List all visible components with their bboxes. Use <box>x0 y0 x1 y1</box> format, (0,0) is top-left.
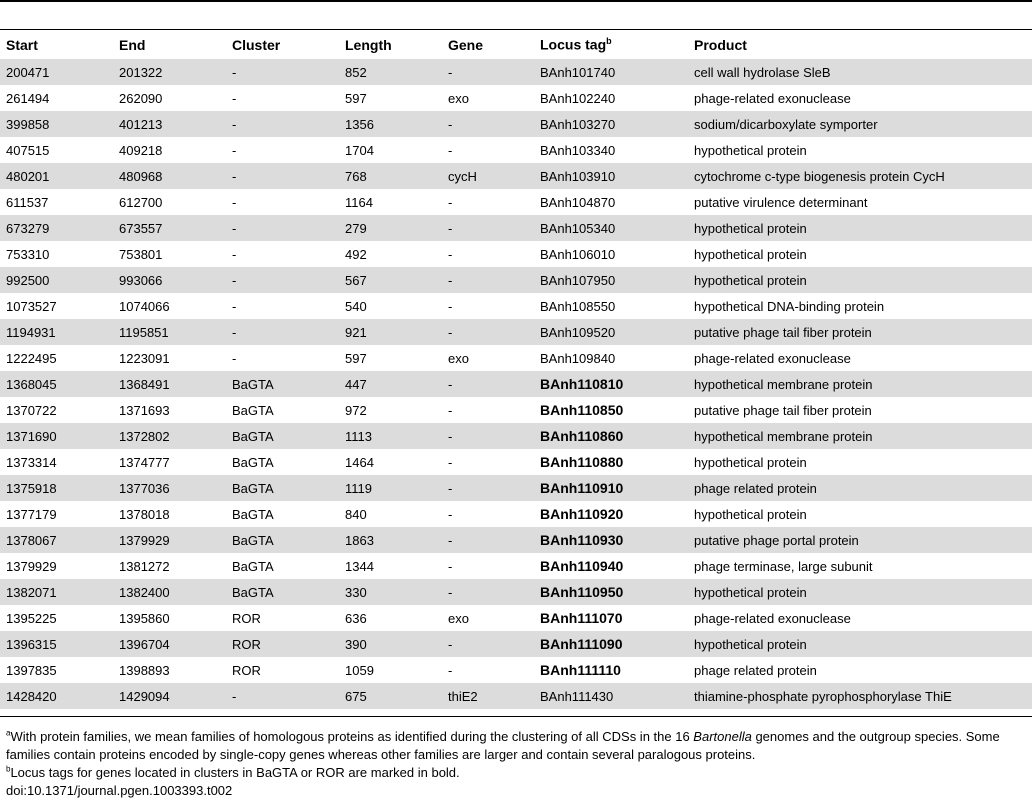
cell-locus: BAnh110880 <box>540 454 624 470</box>
table-row <box>0 371 1032 397</box>
cell-locus: BAnh110930 <box>534 527 688 553</box>
cell-locus: BAnh101740 <box>534 59 688 85</box>
cell-length: 675 <box>339 683 442 709</box>
cell-start: 1397835 <box>6 662 57 678</box>
cell-cluster: BaGTA <box>232 558 274 574</box>
cell-length: 921 <box>339 319 442 345</box>
cell-gene: cycH <box>442 163 534 189</box>
cell-product: putative phage portal protein <box>688 527 1032 553</box>
table-row <box>0 319 1032 345</box>
cell-product: cytochrome c-type biogenesis protein CycH <box>688 163 1032 189</box>
cell-end: 1381272 <box>119 558 170 574</box>
cell-cluster: - <box>226 163 339 189</box>
footnote-a <box>6 728 1030 764</box>
cell-gene: thiE2 <box>442 683 534 709</box>
cell-gene: - <box>448 194 453 210</box>
cell-product: phage related protein <box>694 662 817 678</box>
col-header-start: Start <box>6 36 38 53</box>
footnote-a-italic: Bartonella <box>693 729 752 744</box>
cell-cluster: - <box>232 298 237 314</box>
cell-start: 611537 <box>6 194 49 210</box>
cell-product: phage-related exonuclease <box>694 610 851 626</box>
table-row <box>0 189 1032 215</box>
cell-cluster: - <box>226 683 339 709</box>
cell-start: 407515 <box>6 142 50 158</box>
table-row <box>0 111 1032 137</box>
cell-end: 1382400 <box>113 579 226 605</box>
cell-length: 390 <box>339 631 442 657</box>
cell-gene: - <box>442 215 534 241</box>
cell-end: 1223091 <box>119 350 170 366</box>
cell-locus: BAnh111070 <box>540 610 623 626</box>
cell-start: 1382071 <box>0 579 113 605</box>
cell-locus: BAnh108550 <box>540 298 616 314</box>
cell-length: 1113 <box>339 423 442 449</box>
cell-cluster: - <box>232 246 237 262</box>
cell-end: 1368491 <box>113 371 226 397</box>
cell-locus: BAnh107950 <box>534 267 688 293</box>
cell-gene: - <box>442 475 534 501</box>
cell-end: 993066 <box>113 267 226 293</box>
table-row <box>0 527 1032 553</box>
cell-start: 1379929 <box>6 558 57 574</box>
footnote-b-text: Locus tags for genes located in clusters in BaGTA or ROR are marked in bold. <box>10 765 460 780</box>
cell-length: 1863 <box>339 527 442 553</box>
cell-product: putative virulence determinant <box>694 194 868 210</box>
col-header-product: Product <box>694 36 747 53</box>
cell-cluster: BaGTA <box>232 402 274 418</box>
cell-length: 636 <box>345 610 367 626</box>
table-body <box>0 59 1032 709</box>
cell-locus: BAnh110950 <box>534 579 688 605</box>
cell-product: cell wall hydrolase SleB <box>688 59 1032 85</box>
cell-start: 1368045 <box>0 371 113 397</box>
cell-locus: BAnh111430 <box>534 683 688 709</box>
cell-length: 1164 <box>345 194 373 210</box>
table-row <box>0 683 1032 709</box>
gene-table <box>0 30 1032 709</box>
table-row <box>0 267 1032 293</box>
footnote-b <box>6 764 1030 782</box>
doi-link[interactable]: doi:10.1371/journal.pgen.1003393.t002 <box>6 783 233 798</box>
cell-product: phage-related exonuclease <box>694 90 851 106</box>
cell-length: 492 <box>345 246 367 262</box>
table-row <box>0 215 1032 241</box>
cell-gene: exo <box>448 90 469 106</box>
cell-start: 480201 <box>0 163 113 189</box>
cell-product: putative phage tail fiber protein <box>694 402 872 418</box>
cell-cluster: - <box>226 215 339 241</box>
header-row <box>0 30 1032 59</box>
col-header-gene: Gene <box>448 36 484 53</box>
cell-end: 401213 <box>113 111 226 137</box>
cell-start: 1428420 <box>0 683 113 709</box>
footnote-a-text-1: With protein families, we mean families of homologous proteins as identified during the clustering of all CDSs in the 16 <box>10 729 694 744</box>
cell-locus: BAnh110810 <box>534 371 688 397</box>
cell-gene: - <box>442 527 534 553</box>
cell-product: hypothetical protein <box>694 454 807 470</box>
cell-gene: - <box>442 267 534 293</box>
locus-tag-label: Locus tag <box>540 36 607 53</box>
cell-locus: BAnh110910 <box>534 475 688 501</box>
col-header-cluster: Cluster <box>232 36 281 53</box>
cell-end: 673557 <box>113 215 226 241</box>
cell-length: 1464 <box>345 454 374 470</box>
cell-end: 612700 <box>119 194 163 210</box>
cell-locus: BAnh105340 <box>534 215 688 241</box>
table-row <box>0 397 1032 423</box>
table-row <box>0 449 1032 475</box>
cell-product: hypothetical protein <box>688 579 1032 605</box>
cell-product: hypothetical protein <box>694 142 807 158</box>
cell-cluster: ROR <box>232 610 261 626</box>
cell-gene: - <box>448 454 453 470</box>
cell-end: 1379929 <box>113 527 226 553</box>
cell-gene: - <box>448 402 453 418</box>
table-row <box>0 423 1032 449</box>
cell-cluster: - <box>226 59 339 85</box>
table-row <box>0 241 1032 267</box>
cell-end: 1378018 <box>119 506 170 522</box>
table-row <box>0 605 1032 631</box>
cell-gene: - <box>442 59 534 85</box>
cell-cluster: - <box>226 319 339 345</box>
cell-locus: BAnh102240 <box>540 90 616 106</box>
cell-length: 1059 <box>345 662 374 678</box>
cell-end: 1374777 <box>119 454 170 470</box>
cell-end: 262090 <box>119 90 163 106</box>
cell-cluster: - <box>232 142 237 158</box>
cell-cluster: ROR <box>226 631 339 657</box>
cell-start: 399858 <box>0 111 113 137</box>
cell-cluster: BaGTA <box>226 527 339 553</box>
cell-product: hypothetical protein <box>688 631 1032 657</box>
cell-gene: - <box>442 423 534 449</box>
bottom-rule <box>0 716 1032 717</box>
cell-gene: exo <box>448 610 469 626</box>
cell-locus: BAnh110860 <box>534 423 688 449</box>
cell-length: 1344 <box>345 558 374 574</box>
table-row <box>0 137 1032 163</box>
col-header-length: Length <box>345 36 392 53</box>
cell-locus: BAnh106010 <box>540 246 616 262</box>
cell-locus: BAnh109840 <box>540 350 616 366</box>
cell-start: 261494 <box>6 90 50 106</box>
table-row <box>0 345 1032 371</box>
cell-product: phage-related exonuclease <box>694 350 851 366</box>
cell-product: hypothetical membrane protein <box>688 423 1032 449</box>
table-row <box>0 475 1032 501</box>
footnote-a-mark: a <box>6 728 11 738</box>
cell-gene: - <box>442 371 534 397</box>
cell-product: hypothetical DNA-binding protein <box>694 298 885 314</box>
cell-start: 200471 <box>0 59 113 85</box>
cell-gene: - <box>442 319 534 345</box>
cell-start: 1371690 <box>0 423 113 449</box>
cell-length: 1356 <box>339 111 442 137</box>
footnote-b-mark: b <box>6 764 11 774</box>
cell-locus: BAnh103340 <box>540 142 616 158</box>
cell-locus: BAnh103270 <box>534 111 688 137</box>
cell-end: 1395860 <box>119 610 170 626</box>
cell-product: hypothetical membrane protein <box>688 371 1032 397</box>
cell-locus: BAnh110920 <box>540 506 624 522</box>
cell-end: 1074066 <box>119 298 170 314</box>
cell-gene: - <box>448 298 453 314</box>
table-row <box>0 293 1032 319</box>
cell-length: 768 <box>339 163 442 189</box>
cell-start: 1222495 <box>6 350 57 366</box>
cell-cluster: BaGTA <box>226 371 339 397</box>
cell-gene: - <box>442 579 534 605</box>
cell-cluster: BaGTA <box>226 475 339 501</box>
cell-start: 1378067 <box>0 527 113 553</box>
cell-gene: exo <box>448 350 469 366</box>
cell-start: 1396315 <box>0 631 113 657</box>
cell-locus: BAnh103910 <box>534 163 688 189</box>
table-row <box>0 579 1032 605</box>
cell-cluster: - <box>232 194 237 210</box>
cell-product: hypothetical protein <box>694 246 807 262</box>
cell-end: 753801 <box>119 246 163 262</box>
cell-cluster: BaGTA <box>232 454 274 470</box>
cell-start: 1377179 <box>6 506 57 522</box>
cell-end: 1372802 <box>113 423 226 449</box>
cell-length: 567 <box>339 267 442 293</box>
cell-start: 1395225 <box>6 610 57 626</box>
table-header <box>0 30 1032 59</box>
cell-start: 1375918 <box>0 475 113 501</box>
cell-length: 330 <box>339 579 442 605</box>
cell-cluster: BaGTA <box>226 579 339 605</box>
cell-end: 1398893 <box>119 662 170 678</box>
cell-locus: BAnh110940 <box>540 558 624 574</box>
cell-cluster: - <box>226 267 339 293</box>
cell-cluster: - <box>232 90 237 106</box>
cell-end: 1396704 <box>113 631 226 657</box>
cell-end: 1195851 <box>113 319 226 345</box>
cell-locus: BAnh111110 <box>540 662 621 678</box>
footnote-b-marker: b <box>606 36 612 47</box>
cell-length: 1704 <box>345 142 374 158</box>
cell-product: phage terminase, large subunit <box>694 558 873 574</box>
cell-length: 597 <box>345 350 367 366</box>
top-rule <box>0 0 1032 2</box>
cell-end: 1429094 <box>113 683 226 709</box>
cell-end: 480968 <box>113 163 226 189</box>
cell-gene: - <box>442 111 534 137</box>
cell-gene: - <box>448 506 453 522</box>
cell-gene: - <box>448 662 453 678</box>
cell-start: 992500 <box>0 267 113 293</box>
cell-length: 1119 <box>339 475 442 501</box>
cell-product: phage related protein <box>688 475 1032 501</box>
cell-gene: - <box>448 142 453 158</box>
cell-length: 540 <box>345 298 367 314</box>
cell-locus: BAnh104870 <box>540 194 616 210</box>
cell-start: 753310 <box>6 246 50 262</box>
table-row <box>0 657 1032 683</box>
cell-gene: - <box>448 558 453 574</box>
cell-cluster: BaGTA <box>232 506 274 522</box>
cell-locus: BAnh111090 <box>534 631 688 657</box>
cell-cluster: BaGTA <box>226 423 339 449</box>
cell-length: 447 <box>339 371 442 397</box>
table-footnotes <box>6 728 1030 800</box>
cell-length: 852 <box>339 59 442 85</box>
col-header-locus-tag <box>534 30 688 59</box>
cell-product: hypothetical protein <box>688 215 1032 241</box>
cell-length: 279 <box>339 215 442 241</box>
col-header-end: End <box>119 36 146 53</box>
cell-end: 201322 <box>113 59 226 85</box>
cell-cluster: ROR <box>232 662 261 678</box>
cell-start: 1370722 <box>6 402 57 418</box>
footnote-a-text-2: genomes and the outgroup species. Some families contain proteins encoded by single-copy genes whereas other families are larger and contain several paralogous proteins. <box>6 729 1000 762</box>
cell-start: 673279 <box>0 215 113 241</box>
cell-length: 840 <box>345 506 367 522</box>
cell-product: thiamine-phosphate pyrophosphorylase ThiE <box>688 683 1032 709</box>
cell-length: 972 <box>345 402 367 418</box>
cell-cluster: - <box>226 111 339 137</box>
cell-end: 1371693 <box>119 402 170 418</box>
cell-gene: - <box>442 631 534 657</box>
cell-start: 1073527 <box>6 298 57 314</box>
cell-locus: BAnh110850 <box>540 402 624 418</box>
table-row <box>0 553 1032 579</box>
table-row <box>0 163 1032 189</box>
table-row <box>0 631 1032 657</box>
cell-product: hypothetical protein <box>688 267 1032 293</box>
cell-start: 1373314 <box>6 454 57 470</box>
cell-end: 409218 <box>119 142 163 158</box>
cell-cluster: - <box>232 350 237 366</box>
cell-end: 1377036 <box>113 475 226 501</box>
cell-length: 597 <box>345 90 367 106</box>
cell-gene: - <box>448 246 453 262</box>
table-row <box>0 501 1032 527</box>
table-row <box>0 85 1032 111</box>
cell-locus: BAnh109520 <box>534 319 688 345</box>
cell-product: sodium/dicarboxylate symporter <box>688 111 1032 137</box>
cell-product: putative phage tail fiber protein <box>688 319 1032 345</box>
cell-product: hypothetical protein <box>694 506 807 522</box>
table-row <box>0 59 1032 85</box>
cell-start: 1194931 <box>0 319 113 345</box>
